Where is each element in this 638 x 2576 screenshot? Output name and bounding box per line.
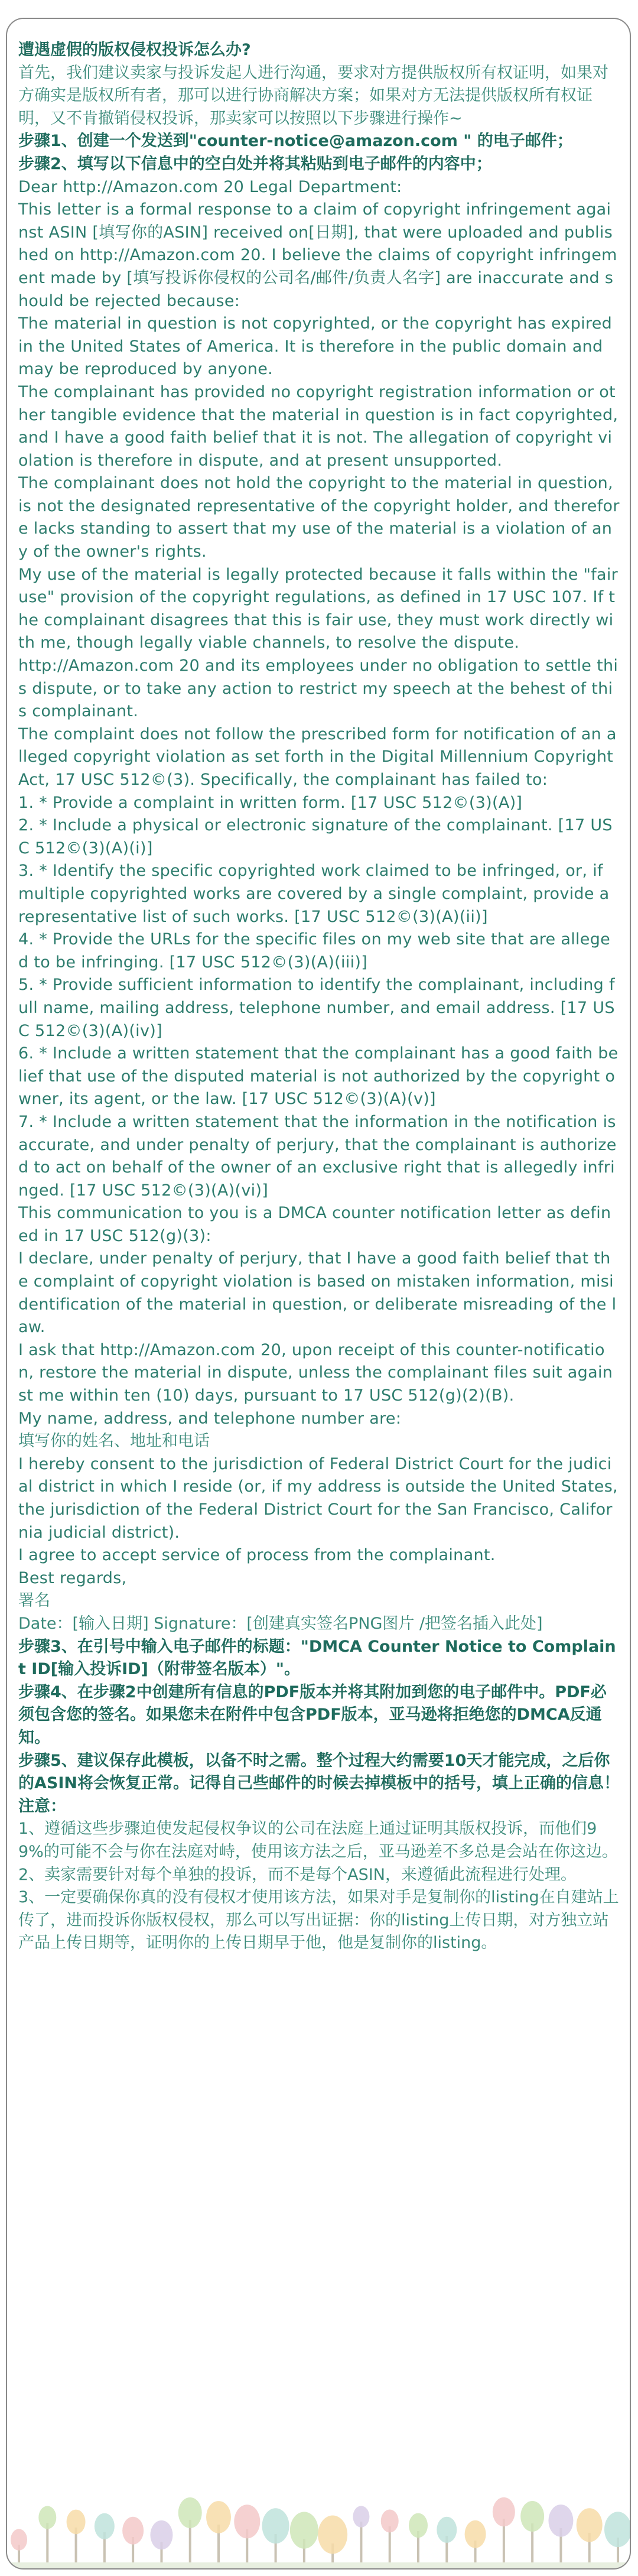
paragraph: 首先，我们建议卖家与投诉发起人进行沟通，要求对方提供版权所有权证明，如果对方确实是版权所有者，那可以进行协商解决方案；如果对方无法提供版权所有权证明，又不肯撤销侵权投诉，那卖家可以按照以下步骤进行操作~ — [18, 63, 608, 128]
document-card — [6, 18, 631, 2569]
tree-crown — [206, 2501, 231, 2533]
paragraph: 1、遵循这些步骤迫使发起侵权争议的公司在法庭上通过证明其版权投诉，而他们99%的可能不会与你在法庭对峙，使用该方法之后，亚马逊差不多总是会站在你这边。 — [18, 1820, 618, 1861]
paragraph: Best regards, — [18, 1568, 127, 1587]
paragraph: The material in question is not copyrighted, or the copyright has expired in the United States of America. It is therefore in the public domain and may be reproduced by anyone. — [18, 314, 617, 379]
tree-trunk — [389, 2526, 391, 2568]
paragraph: 1. * Provide a complaint in written form. [17 USC 512©(3)(A)] — [18, 793, 523, 812]
tree-trunk — [360, 2522, 362, 2568]
step-heading: 步骤3、在引号中输入电子邮件的标题："DMCA Counter Notice to Complaint ID[输入投诉ID]（附带签名版本）"。 — [18, 1637, 616, 1679]
paragraph: This letter is a formal response to a claim of copyright infringement against ASIN [填写你的ASIN] received on[日期], that were uploaded and published on http://Amazon.com 20. I believe the claims of copyright infringement made by [填写投诉你侵权的公司名/邮件/负责人名字] are inaccurate and should be rejected because: — [18, 200, 617, 310]
step-heading: 步骤2、填写以下信息中的空白处并将其粘贴到电子邮件的内容中； — [18, 154, 492, 173]
paragraph: My use of the material is legally protected because it falls within the "fair use" provision of the copyright regulations, as defined in 17 USC 107. If the complainant disagrees that this is fair use, they must work directly with me, though legally viable channels, to resolve the dispute. — [18, 565, 623, 652]
paragraph: 2. * Include a physical or electronic signature of the complainant. [17 USC 512©(3)(A)(i)] — [18, 816, 613, 857]
paragraph: I ask that http://Amazon.com 20, upon receipt of this counter-notification, restore the material in dispute, unless the complainant files suit against me within ten (10) days, pursuant to 17 USC 512(g)(2)(B). — [18, 1340, 613, 1405]
ground-strip — [7, 2562, 630, 2568]
paragraph: 7. * Include a written statement that the information in the notification is accurate, and under penalty of perjury, that the complainant is authorized to act on behalf of the owner of an exclusive right that is allegedly infringed. [17 USC 512©(3)(A)(vi)] — [18, 1112, 621, 1200]
tree-crown — [38, 2506, 56, 2529]
paragraph: I declare, under penalty of perjury, that I have a good faith belief that the complaint of copyright violation is based on mistaken information, misidentification of the material in question, or deliberate misreading of the law. — [18, 1249, 617, 1337]
paragraph: 6. * Include a written statement that the complainant has a good faith belief that use of the disputed material is not authorized by the copyright owner, its agent, or the law. [17 USC 512©(3)(A)(v)] — [18, 1044, 619, 1109]
tree-crown — [493, 2497, 515, 2526]
tree-crown — [122, 2517, 144, 2545]
paragraph: I hereby consent to the jurisdiction of Federal District Court for the judicial district in which I reside (or, if my address is outside the United States, the jurisdiction of the Federal District Court for the San Francisco, California judicial district). — [18, 1454, 623, 1542]
paragraph: The complaint does not follow the prescribed form for notification of an alleged copyright violation as set forth in the Digital Millennium Copyright Act, 17 USC 512©(3). Specifically, the complainant has failed to: — [18, 725, 619, 789]
tree-crown — [234, 2504, 260, 2538]
paragraph: 3. * Identify the specific copyrighted work claimed to be infringed, or, if multiple copyrighted works are covered by a single complaint, provide a representative list of such works. [17 USC 512©(3)(A)(ii)] — [18, 862, 615, 926]
paragraph: I agree to accept service of process from the complainant. — [18, 1546, 496, 1565]
tree-crown — [437, 2517, 457, 2543]
paragraph: 填写你的姓名、地址和电话 — [18, 1432, 210, 1451]
tree-decoration-footer — [7, 2480, 630, 2568]
tree-crown — [577, 2508, 603, 2542]
tree-crown — [318, 2516, 347, 2554]
paragraph: This communication to you is a DMCA counter notification letter as defined in 17 USC 512(g)(3): — [18, 1204, 611, 1245]
paragraph: 2、卖家需要针对每个单独的投诉，而不是每个ASIN，来遵循此流程进行处理。 — [18, 1865, 577, 1884]
paragraph: The complainant does not hold the copyright to the material in question, is not the designated representative of the copyright holder, and therefore lacks standing to assert that my use of the material is a violation of any of the owner's rights. — [18, 474, 620, 561]
paragraph: 3、一定要确保你真的没有侵权才使用该方法，如果对手是复制你的listing在自建站上传了，进而投诉你版权侵权，那么可以写出证据：你的listing上传日期，对方独立站产品上传日期等，证明你的上传日期早于他，他是复制你的listing。 — [18, 1888, 619, 1953]
tree-crown — [548, 2504, 573, 2537]
tree-crown — [150, 2520, 172, 2549]
tree-crown — [465, 2520, 486, 2548]
paragraph: http://Amazon.com 20 and its employees under no obligation to settle this dispute, or to take any action to restrict my speech at the behest of this complainant. — [18, 657, 619, 721]
tree-crown — [11, 2529, 27, 2550]
step-heading: 步骤4、在步骤2中创建所有信息的PDF版本并将其附加到您的电子邮件中。PDF必须包含您的签名。如果您未在附件中包含PDF版本，亚马逊将拒绝您的DMCA反通知。 — [18, 1682, 607, 1747]
tree-crown — [381, 2510, 399, 2533]
tree-crown — [67, 2510, 86, 2535]
tree-crown — [290, 2512, 318, 2548]
paragraph: My name, address, and telephone number are: — [18, 1409, 402, 1428]
tree-crown — [353, 2506, 369, 2527]
paragraph: Dear http://Amazon.com 20 Legal Department: — [18, 177, 402, 196]
step-heading: 步骤1、创建一个发送到"counter-notice@amazon.com " 的电子邮件； — [18, 132, 573, 151]
paragraph: Date：[输入日期] Signature：[创建真实签名PNG图片 /把签名插入此处] — [18, 1614, 543, 1633]
tree-crown — [520, 2501, 544, 2532]
document-body — [18, 39, 624, 1955]
tree-crown — [262, 2508, 289, 2543]
step-heading: 步骤5、建议保存此模板，以备不时之需。整个过程大约需要10天才能完成，之后你的ASIN将会恢复正常。记得自己些邮件的时候去掉模板中的括号，填上正确的信息！ — [18, 1751, 620, 1793]
tree-crown — [95, 2513, 115, 2539]
tree-crown — [178, 2497, 202, 2528]
paragraph: 4. * Provide the URLs for the specific files on my web site that are alleged to be infringing. [17 USC 512©(3)(A)(iii)] — [18, 930, 611, 972]
paragraph: 署名 — [18, 1591, 50, 1610]
paragraph: 5. * Provide sufficient information to identify the complainant, including full name, mailing address, telephone number, and email address. [17 USC 512©(3)(A)(iv)] — [18, 976, 615, 1040]
tree-crown — [409, 2513, 428, 2538]
tree-trunk — [46, 2523, 48, 2568]
tree-crown — [604, 2512, 630, 2547]
step-heading: 遭遇虚假的版权侵权投诉怎么办? — [18, 41, 251, 59]
paragraph: The complainant has provided no copyright registration information or other tangible evidence that the material in question is in fact copyrighted, and I have a good faith belief that it is not. The allegation of copyright violation is therefore in dispute, and at present unsupported. — [18, 382, 624, 470]
step-heading: 注意： — [18, 1797, 66, 1815]
